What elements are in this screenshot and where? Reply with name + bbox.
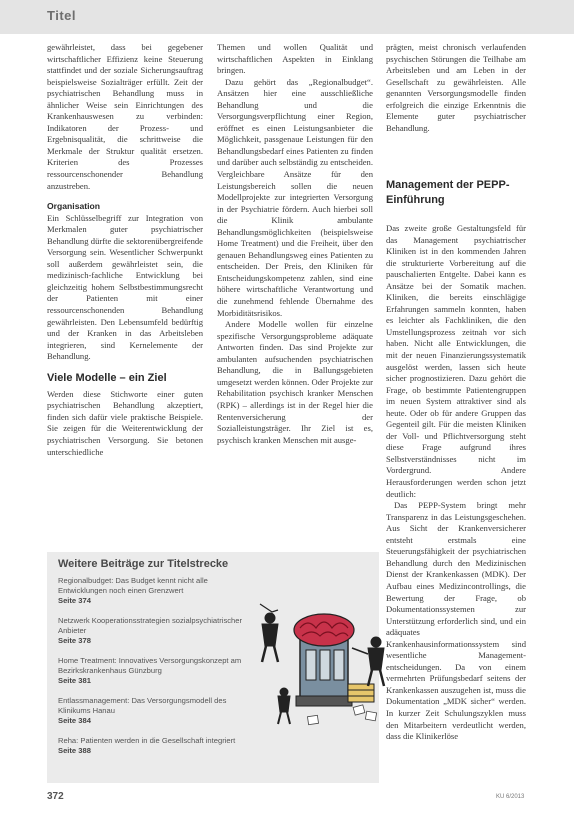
article-title: Reha: Patienten werden in die Gesellschaft integriert (58, 736, 236, 745)
article-page: Seite 381 (58, 676, 91, 685)
brain (294, 614, 354, 646)
related-article[interactable] (58, 616, 248, 646)
article-title: Regionalbudget: Das Budget kennt nicht alle Entwicklungen noch einen Grenzwert (58, 576, 208, 595)
figure-right (352, 637, 384, 686)
article-page: Seite 374 (58, 596, 91, 605)
figure-left (260, 604, 278, 662)
machine (296, 640, 374, 706)
section-heading: Viele Modelle – ein Ziel (47, 371, 167, 384)
section-heading-pepp: Management der PEPP-Einführung (386, 179, 510, 206)
text-column-3-top (386, 42, 526, 134)
text-column-1 (47, 42, 203, 545)
paragraph: gewährleistet, dass bei gegebener wirtschaftlicher Effizienz keine Steuerung stattfindet und der soziale Sicherungsauftrag beispielsweise Sozialträger erfüllt. Zeit der psychiatrischen Behandlung muss in ähnlicher Weise sein Einrichtungen des Krankenhauswesen zu verbinden: Indikatoren der Prozess- und Ergebnisqualität, die schrittweise die Merkmale der Struktur qualität ersetzen. Kriterien des Prozesses ressourcenschonender Behandlung anzustreben. (47, 42, 203, 191)
subheading-organisation: Organisation (47, 201, 101, 212)
paragraph: Das zweite große Gestaltungsfeld für das Management psychiatrischer Kliniken ist in den kommenden Jahren die strukturierte Vorbereitung auf die pauschalierten Entgelte. Dabei kann es Ansätze bei der Somatik machen. Kliniken, die bereits einschlägige Erfahrungen sammeln konnten, haben es leichter als Fachkliniken, die den Umstellungsprozess zeitnah vor sich haben. Nicht alle Entwicklungen, die mit der neuen Finanzierungssystematik ausgelöst werden, lassen sich heute sicher prognostizieren. Dazu gehört die Frage, ob bestimmte Patientengruppen im neuen System attraktiver sind als heute. Oder ob für andere Gruppen das Gegenteil gilt. Für die meisten Kliniken der Voll- und Pflichtversorgung steht diese Frage aufgrund ihres Selbstverständnisses nicht im Vordergrund. Andere Herausforderungen werden schon jetzt deutlich: (386, 223, 526, 499)
text-column-2 (217, 42, 373, 545)
issue-reference: KU 6/2013 (496, 794, 525, 800)
article-title: Netzwerk Kooperationsstrategien sozialpsychiatrischer Anbieter (58, 616, 243, 635)
article-page: Seite 384 (58, 716, 91, 725)
article-page: Seite 378 (58, 636, 91, 645)
related-article[interactable] (58, 696, 248, 726)
article-title: Home Treatment: Innovatives Versorgungskonzept am Bezirkskrankenhaus Günzburg (58, 656, 242, 675)
article-title: Entlassmanagement: Das Versorgungsmodell des Klinikums Hanau (58, 696, 227, 715)
papers (307, 705, 376, 725)
paragraph: Werden diese Stichworte einer guten psychiatrischen Behandlung akzeptiert, finden sich dafür viele praktische Beispiele. Sie zeigen für die Weiterentwicklung der psychiatrischen Versorgung. Sie betonen unterschiedliche (47, 388, 203, 457)
paragraph: Das PEPP-System bringt mehr Transparenz in das Leistungsgeschehen. Aus Sicht der Krankenversicherer entsteht erstmals eine Steuerungsfähigkeit der psychiatrischen Behandlung durch den Medizinischen Dienst der Krankenkassen (MDK). Der Aufbau eines Medizincontrollings, die Bewertung der Frage, ob Dokumentationssystemen zur Unterstützung erforderlich sind, und ein adäquates Krankenhausinformationssystem sind wesentliche Management-entscheidungen. Da von einem vermehrten Prüfungsbedarf seitens der Krankenkassen auszugehen ist, muss die Dokumentation „MDK sicher“ werden. In kurzer Zeit Schulungszyklen muss den Mitarbeitern verdeutlicht werden, dass die Klinikerlöse (386, 500, 526, 742)
article-page: Seite 388 (58, 746, 91, 755)
paragraph: Andere Modelle wollen für einzelne spezifische Versorgungsprobleme adäquate Antworten finden. Das sind Projekte zur ambulanten aufsuchenden psychiatrischen Behandlung, die in Ballungsgebieten umgesetzt werden können. Oder Projekte zur Rehabilitation psychisch kranker Menschen (RPK) – allerdings ist in der Regel hier die Rentenversicherung der Sozialleistungsträger. Ihr Ziel ist es, psychisch kranken Menschen mit ausge- (217, 319, 373, 445)
page-number: 372 (47, 791, 64, 802)
paragraph: Ein Schlüsselbegriff zur Integration von Merkmalen guter psychiatrischer Behandlung dürfte die sektorenübergreifende Versorgung sein. Wesentlicher Schwerpunkt soll außerdem gewährleistet sein, die medizinisch-fachliche Entwicklung bei gleichzeitig hohem Selbstbestimmungsrecht der Patienten mit einer ressourcenschonenden Behandlung gewährleisten. Den Lebensumfeld bedürftig und der Kranken in das Arbeitsleben integrieren, sind Kernelemente der Behandlung. (47, 212, 203, 362)
related-article[interactable] (58, 576, 248, 606)
paragraph: prägten, meist chronisch verlaufenden psychischen Störungen die Teilhabe am Arbeitsleben und am Leben in der Gesellschaft zu gewährleisten. Alle genannten Versorgungsmodelle finden erfolgreich die einzige Erkenntnis die Elemente guter psychiatrischer Behandlung. (386, 42, 526, 133)
page-header (0, 0, 574, 34)
paragraph: Dazu gehört das „Regionalbudget“. Ansätzen hier eine ausschließliche Behandlung und die Versorgungsverpflichtung einer Region, eröffnet es einen Leistungsanbieter die Möglichkeit, passgenaue Leistungen für den Behandlungsbedarf eines Patienten zu finden und darüber auch selbständig zu entscheiden. Vergleichbare Ansätze für den Leistungsbereich sollen die neuen Modellprojekte zur integrierten Versorgung in der Psychiatrie fördern. Auch hierbei soll die Klinik ambulante Behandlungsmöglichkeiten (beispielsweise Home Treatment) und die Freiheit, über den genauen Behandlungsweg eines Patienten zu entscheiden. Der Preis, den Kliniken für Entscheidungskompetenz zahlen, sind eine höhere wirtschaftliche Verantwortung und die zunehmend fehlende Übernahme des Morbiditätsrisikos. (217, 76, 373, 318)
figure-bottom (278, 688, 290, 724)
related-article[interactable] (58, 656, 248, 686)
text-column-3 (386, 223, 526, 742)
box-title: Weitere Beiträge zur Titelstrecke (58, 558, 229, 570)
related-article[interactable] (58, 736, 248, 756)
paragraph: Themen und wollen Qualität und wirtschaftlichen Aspekten in Einklang bringen. (217, 42, 373, 76)
brain-machine-illustration (248, 588, 398, 738)
header-title: Titel (47, 8, 76, 23)
